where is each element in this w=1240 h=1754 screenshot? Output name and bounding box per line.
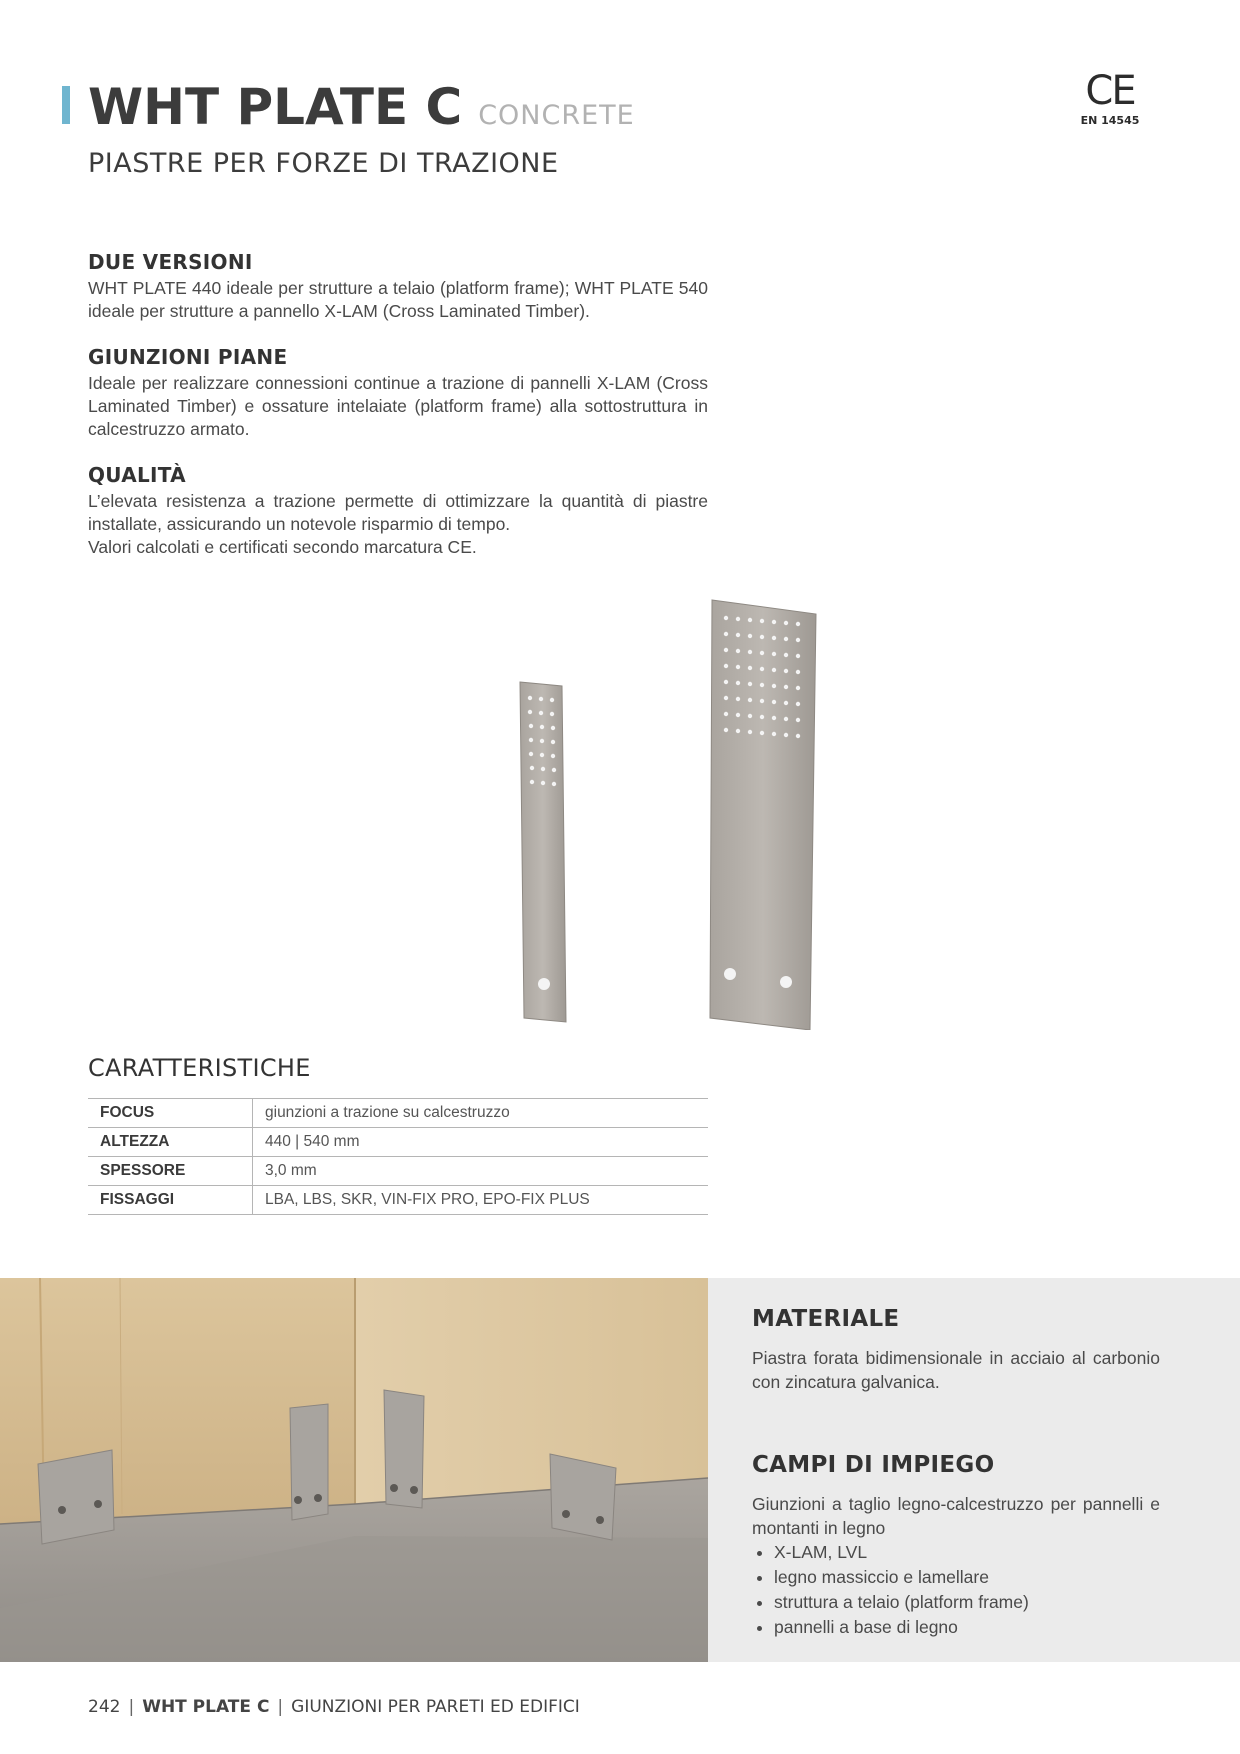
info-panel xyxy=(708,1278,1240,1662)
material-text: Piastra forata bidimensionale in acciaio al carbonio con zincatura galvanica. xyxy=(752,1348,1160,1392)
plate-440 xyxy=(520,682,566,1022)
section-text: Ideale per realizzare connessioni continue a trazione di pannelli X-LAM (Cross Laminated Timber) e ossature intelaiate (platform frame) alla sottostruttura in calcestruzzo armato. xyxy=(88,373,708,439)
list-item: • legno massiccio e lamellare xyxy=(774,1565,1160,1590)
row-value: 440 | 540 mm xyxy=(253,1128,709,1157)
characteristics-table xyxy=(88,1098,708,1215)
row-value: LBA, LBS, SKR, VIN-FIX PRO, EPO-FIX PLUS xyxy=(253,1186,709,1215)
section-text: WHT PLATE 440 ideale per strutture a telaio (platform frame); WHT PLATE 540 ideale per strutture a pannello X-LAM (Cross Laminated Timber). xyxy=(88,278,708,321)
table-row xyxy=(88,1157,708,1186)
row-key: SPESSORE xyxy=(88,1157,253,1186)
ce-certification-logo xyxy=(1080,70,1140,127)
title-accent-bar xyxy=(62,86,70,124)
product-plates-illustration xyxy=(500,590,840,1030)
page-footer: 242 | WHT PLATE C | GIUNZIONI PER PARETI ED EDIFICI xyxy=(88,1697,580,1717)
page-number: 242 xyxy=(88,1697,121,1717)
table-row xyxy=(88,1186,708,1215)
footer-product: WHT PLATE C xyxy=(142,1697,270,1717)
intro-section-quality xyxy=(88,463,708,559)
page-subtitle: PIASTRE PER FORZE DI TRAZIONE xyxy=(88,148,559,179)
section-text: L’elevata resistenza a trazione permette di ottimizzare la quantità di piastre installate, assicurando un notevole risparmio di tempo. xyxy=(88,491,708,534)
title-category: CONCRETE xyxy=(478,100,635,131)
section-heading: QUALITÀ xyxy=(88,463,186,487)
installation-photo xyxy=(0,1278,708,1662)
section-text-2: Valori calcolati e certificati secondo marcatura CE. xyxy=(88,537,477,557)
row-key: FISSAGGI xyxy=(88,1186,253,1215)
intro-section-versions xyxy=(88,250,708,323)
table-row xyxy=(88,1099,708,1128)
row-value: 3,0 mm xyxy=(253,1157,709,1186)
section-heading: GIUNZIONI PIANE xyxy=(88,345,288,369)
ce-standard-code: EN 14545 xyxy=(1080,114,1140,127)
list-item: • pannelli a base di legno xyxy=(774,1615,1160,1640)
characteristics-heading: CARATTERISTICHE xyxy=(88,1054,311,1082)
ce-mark: CE xyxy=(1085,68,1135,114)
intro-sections xyxy=(88,250,708,581)
section-heading: DUE VERSIONI xyxy=(88,250,253,274)
list-item: • X-LAM, LVL xyxy=(774,1540,1160,1565)
list-item: • struttura a telaio (platform frame) xyxy=(774,1590,1160,1615)
row-key: FOCUS xyxy=(88,1099,253,1128)
uses-text: Giunzioni a taglio legno-calcestruzzo per pannelli e montanti in legno xyxy=(752,1494,1160,1538)
material-heading: MATERIALE xyxy=(752,1306,900,1332)
uses-heading: CAMPI DI IMPIEGO xyxy=(752,1452,995,1478)
uses-list xyxy=(752,1540,1160,1640)
row-key: ALTEZZA xyxy=(88,1128,253,1157)
plate-540 xyxy=(710,600,816,1030)
row-value: giunzioni a trazione su calcestruzzo xyxy=(253,1099,709,1128)
table-row xyxy=(88,1128,708,1157)
intro-section-joints xyxy=(88,345,708,441)
page-title: WHT PLATE C CONCRETE xyxy=(88,78,635,136)
footer-section: GIUNZIONI PER PARETI ED EDIFICI xyxy=(291,1697,580,1717)
